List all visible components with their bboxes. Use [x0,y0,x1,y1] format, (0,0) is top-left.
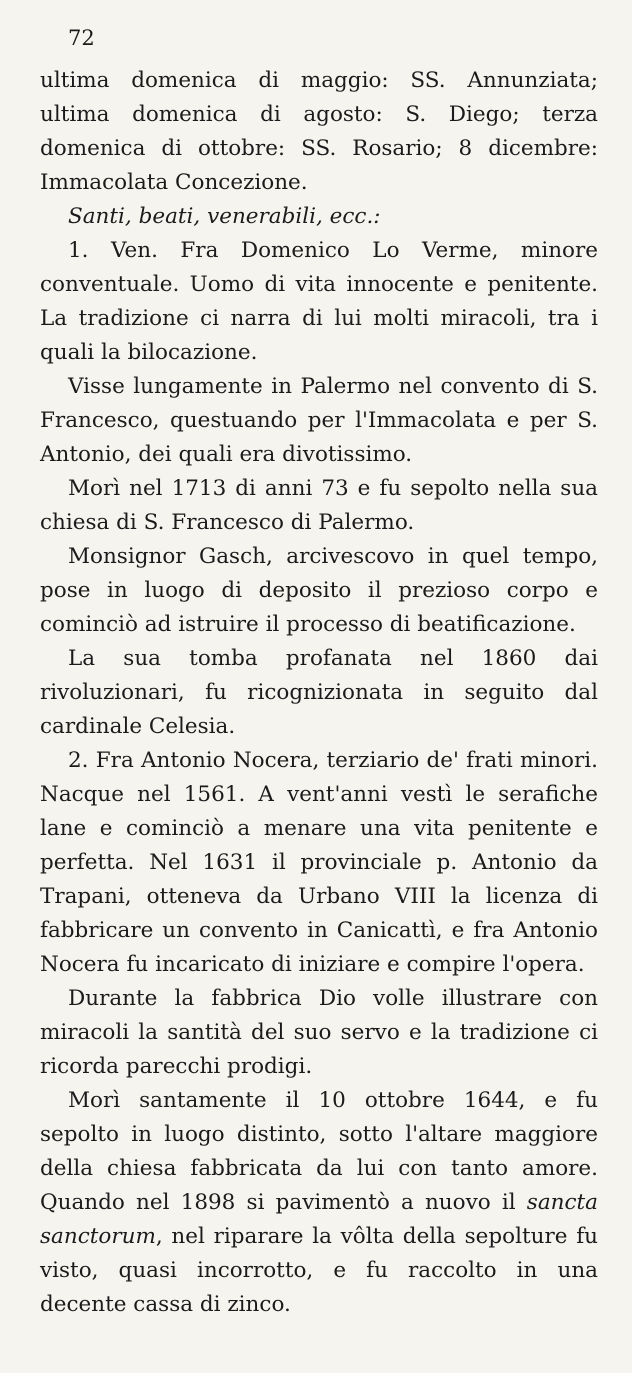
page-number: 72 [68,26,95,50]
paragraph-nocera-death-start: Morì santamente il 10 ottobre 1644, e fu sepolto in luogo distinto, sotto l'altare maggiore della chiesa fabbricata da lui con tanto amore. Quando nel 1898 si pavimentò a nuovo il [40,1088,598,1215]
paragraph-feast-dates: ultima domenica di maggio: SS. Annunziata; ultima domenica di agosto: S. Diego; terza domenica di ottobre: SS. Rosario; 8 dicembre: Immacolata Concezione. [40,68,598,195]
paragraph-gasch: Monsignor Gasch, arcivescovo in quel tempo, pose in luogo di deposito il prezioso corpo e cominciò ad istruire il processo di beatificazione. [40,544,598,637]
paragraph-tomb: La sua tomba profanata nel 1860 dai rivoluzionari, fu ricognizionata in seguito dal cardinale Celesia. [40,646,598,739]
sancta-sanctorum-italic: sancta sanctorum [40,1190,598,1249]
paragraph-lo-verme-death: Morì nel 1713 di anni 73 e fu sepolto nella sua chiesa di S. Francesco di Palermo. [40,476,598,535]
paragraph-miracles: Durante la fabbrica Dio volle illustrare con miracoli la santità del suo servo e la tradizione ci ricorda parecchi prodigi. [40,986,598,1079]
paragraph-lo-verme-palermo: Visse lungamente in Palermo nel convento di S. Francesco, questuando per l'Immacolata e per S. Antonio, dei quali era divotissimo. [40,374,598,467]
paragraph-nocera-death-end: , nel riparare la vôlta della sepolture fu visto, quasi incorrotto, e fu raccolto in una decente cassa di zinco. [40,1224,598,1317]
paragraph-lo-verme-intro: 1. Ven. Fra Domenico Lo Verme, minore conventuale. Uomo di vita innocente e penitente. La tradizione ci narra di lui molti miracoli, tra i quali la bilocazione. [40,238,598,365]
paragraph-nocera-intro: 2. Fra Antonio Nocera, terziario de' frati minori. Nacque nel 1561. A vent'anni vestì le serafiche lane e cominciò a menare una vita penitente e perfetta. Nel 1631 il provinciale p. Antonio da Trapani, otteneva da Urbano VIII la licenza di fabbricare un convento in Canicattì, e fra Antonio Nocera fu incaricato di iniziare e compire l'opera. [40,748,598,977]
paragraph-nocera-death [40,1084,598,1322]
section-heading-saints: Santi, beati, venerabili, ecc.: [68,204,381,229]
book-page [40,22,598,1322]
